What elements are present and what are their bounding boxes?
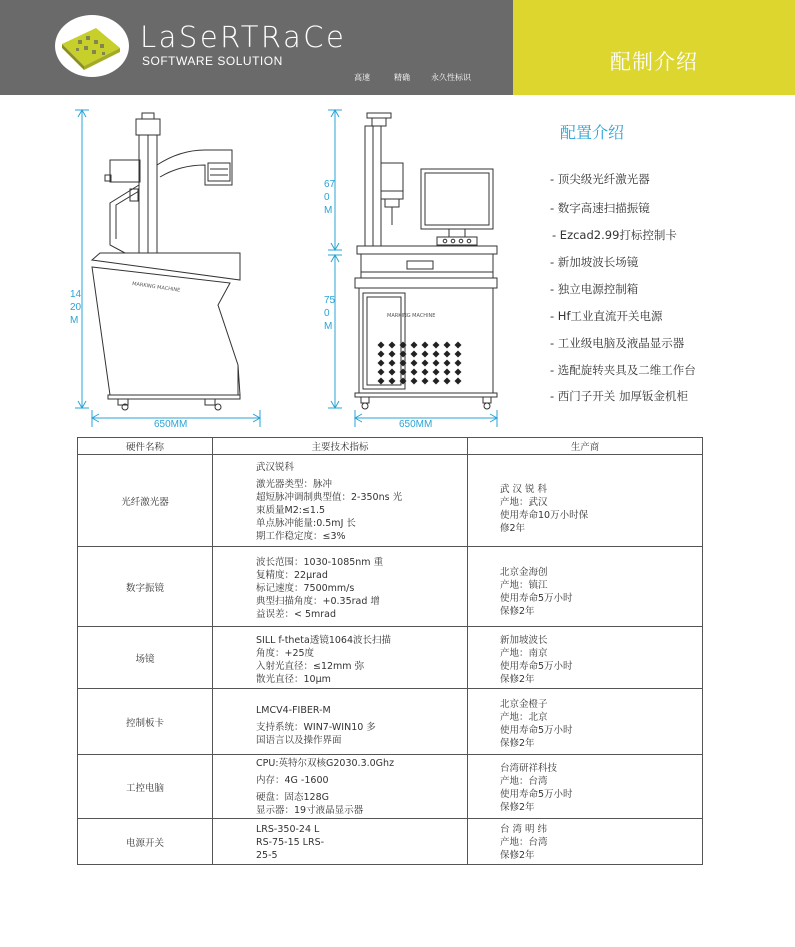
- hardware-name: 场镜: [78, 627, 213, 689]
- vent-diamond: [444, 369, 451, 376]
- vent-diamond: [378, 369, 385, 376]
- spec-line: 武汉锐科: [256, 461, 295, 473]
- maker-line: 台湾研祥科技: [500, 763, 558, 774]
- maker-line: 保修2年: [500, 606, 535, 617]
- vent-diamond: [444, 342, 451, 349]
- table-row: [78, 547, 703, 627]
- header-title-panel: [513, 0, 795, 95]
- vent-diamond: [378, 360, 385, 367]
- table-row: [78, 627, 703, 689]
- vent-diamond: [433, 351, 440, 358]
- spec-cell: [213, 689, 468, 755]
- config-item: - Ezcad2.99打标控制卡: [552, 228, 677, 242]
- spec-line: 入射光直径：≤12mm 弥: [256, 660, 365, 672]
- vent-diamond: [411, 342, 418, 349]
- table-row: [78, 689, 703, 755]
- spec-line: 束质量M2:≤1.5: [256, 504, 326, 516]
- maker-line: 产地：台湾: [500, 776, 548, 787]
- vent-diamond: [422, 369, 429, 376]
- vent-diamond: [433, 342, 440, 349]
- spec-line: 支持系统：WIN7-WIN10 多: [256, 722, 376, 733]
- config-title: 配置介绍: [560, 123, 625, 142]
- maker-cell: [468, 689, 703, 755]
- spec-line: 复精度：22μrad: [256, 570, 328, 581]
- spec-cell: [213, 627, 468, 689]
- maker-line: 使用寿命5万小时: [500, 789, 573, 800]
- maker-line: 产地：台湾: [500, 837, 548, 848]
- spec-cell: [213, 755, 468, 819]
- config-item: - 独立电源控制箱: [550, 282, 639, 296]
- maker-line: 台 湾 明 纬: [500, 824, 548, 835]
- maker-line: 北京金海创: [500, 567, 548, 578]
- vent-diamond: [422, 342, 429, 349]
- config-item: - 新加坡波长场镜: [550, 255, 639, 269]
- vent-diamond: [422, 351, 429, 358]
- vent-diamond: [378, 378, 385, 385]
- maker-line: 保修2年: [500, 850, 535, 861]
- spec-line: 波长范围：1030-1085nm 重: [256, 557, 384, 568]
- vent-diamond: [455, 342, 462, 349]
- config-item: - 顶尖级光纤激光器: [550, 172, 650, 186]
- spec-line: LRS-350-24 L: [256, 824, 320, 835]
- spec-line: 益误差：< 5mrad: [256, 609, 337, 620]
- spec-line: 硬盘：固态128G: [256, 792, 329, 803]
- vent-diamond: [444, 378, 451, 385]
- spec-table: [77, 437, 703, 865]
- header-banner: [0, 0, 513, 95]
- maker-line: 产地：北京: [500, 711, 548, 723]
- header-hardware: 硬件名称: [78, 438, 213, 455]
- maker-cell: [468, 819, 703, 865]
- spec-line: 超短脉冲调制典型值：2-350ns 光: [256, 491, 403, 503]
- table-row: [78, 755, 703, 819]
- header-spec: 主要技术指标: [213, 438, 468, 455]
- vent-diamond: [455, 360, 462, 367]
- config-item: - Hf工业直流开关电源: [550, 309, 663, 323]
- spec-line: 激光器类型：脉冲: [256, 478, 333, 490]
- hardware-name: 工控电脑: [78, 755, 213, 819]
- spec-line: 25-5: [256, 850, 278, 861]
- vent-diamond: [389, 342, 396, 349]
- hardware-name: 数字振镜: [78, 547, 213, 627]
- maker-line: 新加坡波长: [500, 634, 548, 646]
- vent-diamond: [444, 360, 451, 367]
- table-row: [78, 455, 703, 547]
- maker-line: 武 汉 锐 科: [500, 483, 548, 495]
- vent-diamond: [411, 378, 418, 385]
- tagline-speed: 高速: [354, 73, 370, 82]
- spec-line: LMCV4-FIBER-M: [256, 705, 331, 716]
- config-item: - 选配旋转夹具及二维工作台: [550, 363, 696, 377]
- vent-diamond: [411, 351, 418, 358]
- vent-diamond: [411, 369, 418, 376]
- maker-line: 使用寿命10万小时保: [500, 509, 589, 521]
- maker-line: 产地：镇江: [500, 580, 548, 591]
- spec-line: RS-75-15 LRS-: [256, 837, 325, 848]
- spec-line: 显示器：19寸液晶显示器: [256, 805, 364, 816]
- vent-diamond: [433, 378, 440, 385]
- vent-diamond: [411, 360, 418, 367]
- hardware-name: 光纤激光器: [78, 455, 213, 547]
- maker-cell: [468, 755, 703, 819]
- vent-diamond: [455, 378, 462, 385]
- maker-line: 保修2年: [500, 673, 535, 685]
- upper-height-label: 670M: [324, 179, 336, 216]
- tagline-permanent: 永久性标识: [431, 73, 471, 82]
- vent-diamond: [455, 369, 462, 376]
- vent-diamond: [433, 360, 440, 367]
- ventilation-grid: [378, 342, 462, 385]
- front-machine-label: MARKING MACHINE: [387, 313, 436, 319]
- header-maker: 生产商: [468, 438, 703, 455]
- config-item: - 西门子开关 加厚钣金机柜: [550, 389, 688, 403]
- maker-cell: [468, 455, 703, 547]
- maker-line: 产地：武汉: [500, 496, 548, 508]
- config-item: - 工业级电脑及液晶显示器: [550, 336, 685, 350]
- page-title: 配制介绍: [610, 50, 698, 74]
- maker-cell: [468, 547, 703, 627]
- vent-diamond: [444, 351, 451, 358]
- maker-line: 修2年: [500, 522, 526, 534]
- spec-line: 单点脉冲能量:0.5mJ 长: [256, 517, 356, 529]
- spec-line: 标记速度：7500mm/s: [256, 583, 355, 594]
- maker-line: 产地：南京: [500, 647, 548, 659]
- spec-line: 期工作稳定度：≤3%: [256, 530, 346, 542]
- vent-diamond: [378, 342, 385, 349]
- brand-name: LaSeRTRaCe: [140, 20, 347, 54]
- vent-diamond: [389, 378, 396, 385]
- spec-cell: [213, 547, 468, 627]
- maker-line: 使用寿命5万小时: [500, 660, 573, 672]
- maker-line: 保修2年: [500, 802, 535, 813]
- side-view-drawing: [70, 105, 270, 430]
- vent-diamond: [389, 369, 396, 376]
- maker-line: 使用寿命5万小时: [500, 593, 573, 604]
- spec-line: 角度：+25度: [256, 647, 315, 659]
- maker-line: 保修2年: [500, 737, 535, 749]
- lower-height-label: 750M: [324, 295, 336, 332]
- table-row: [78, 819, 703, 865]
- left-height-label: 1420M: [70, 289, 82, 326]
- maker-cell: [468, 627, 703, 689]
- spec-line: CPU:英特尔双核G2030.3.0Ghz: [256, 758, 395, 769]
- spec-line: SILL f-theta透镜1064波长扫描: [256, 634, 392, 646]
- spec-cell: [213, 819, 468, 865]
- brand-subtitle: SOFTWARE SOLUTION: [142, 54, 283, 68]
- table-header-row: [78, 438, 703, 455]
- vent-diamond: [389, 360, 396, 367]
- vent-diamond: [433, 369, 440, 376]
- left-width-label: 650MM: [154, 419, 188, 430]
- vent-diamond: [378, 351, 385, 358]
- hardware-name: 电源开关: [78, 819, 213, 865]
- tagline-precision: 精确: [394, 73, 410, 82]
- spec-line: 内存：4G -1600: [256, 775, 329, 786]
- spec-line: 散光直径：10μm: [256, 673, 331, 685]
- maker-line: 使用寿命5万小时: [500, 724, 573, 736]
- spec-line: 典型扫描角度：+0.35rad 增: [256, 596, 380, 607]
- vent-diamond: [455, 351, 462, 358]
- right-width-label: 650MM: [399, 419, 433, 430]
- vent-diamond: [422, 378, 429, 385]
- vent-diamond: [389, 351, 396, 358]
- logo-icon: [54, 14, 130, 78]
- spec-line: 国语言以及操作界面: [256, 735, 342, 746]
- maker-line: 北京金橙子: [500, 698, 548, 710]
- config-item: - 数字高速扫描振镜: [550, 201, 650, 215]
- vent-diamond: [422, 360, 429, 367]
- side-machine-label: MARKING MACHINE: [131, 281, 181, 294]
- hardware-name: 控制板卡: [78, 689, 213, 755]
- front-view-drawing: [325, 105, 515, 430]
- spec-cell: [213, 455, 468, 547]
